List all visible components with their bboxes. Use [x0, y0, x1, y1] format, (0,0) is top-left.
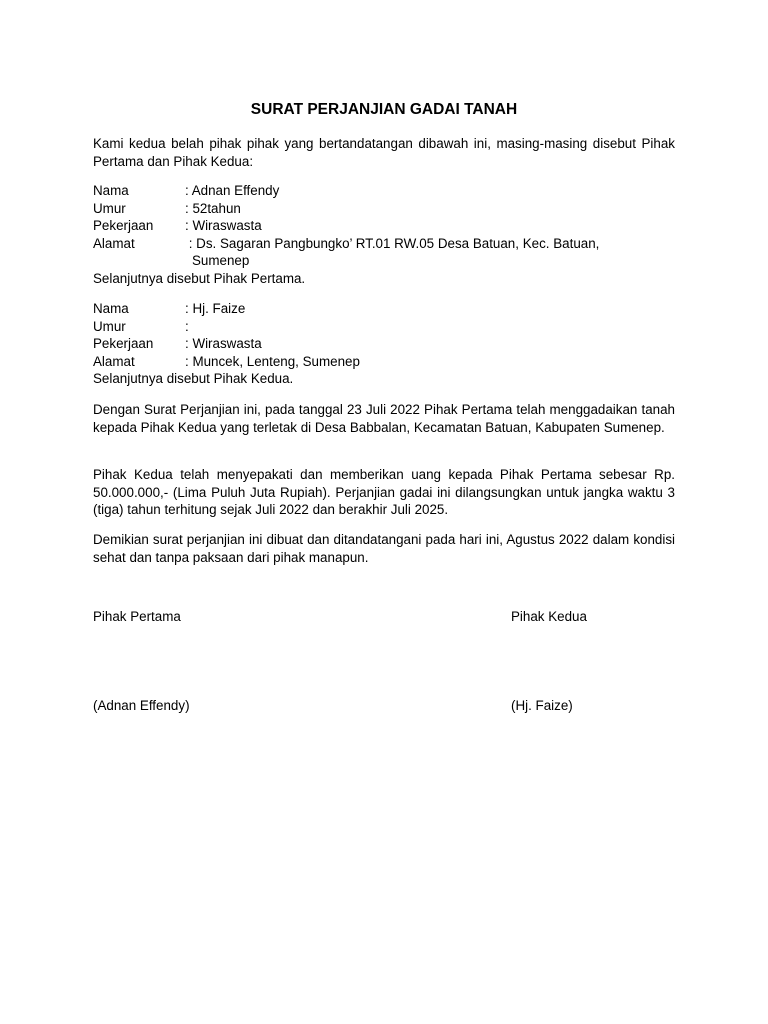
closing-paragraph: Demikian surat perjanjian ini dibuat dan ditandatangani pada hari ini, Agustus 2022 dalam kondisi sehat dan tanpa paksaan dari pihak manapun.	[93, 532, 675, 565]
field-value: :	[185, 319, 189, 334]
field-label: Nama	[93, 183, 129, 198]
field-value: : 52tahun	[185, 201, 241, 216]
field-value: : Wiraswasta	[185, 218, 262, 233]
field-value: : Wiraswasta	[185, 336, 262, 351]
field-value: : Ds. Sagaran Pangbungko’ RT.01 RW.05 Desa Batuan, Kec. Batuan,	[185, 236, 600, 251]
signature-name-first-party: (Adnan Effendy)	[93, 698, 190, 713]
field-label: Nama	[93, 301, 129, 316]
party1-closing: Selanjutnya disebut Pihak Pertama.	[93, 271, 306, 286]
document-title: SURAT PERJANJIAN GADAI TANAH	[250, 101, 518, 118]
field-label: Alamat	[93, 354, 135, 369]
field-value: : Hj. Faize	[185, 301, 246, 316]
party2-closing: Selanjutnya disebut Pihak Kedua.	[93, 371, 294, 386]
signature-role-second-party: Pihak Kedua	[511, 609, 587, 624]
intro-paragraph: Kami kedua belah pihak pihak yang bertandatangan dibawah ini, masing-masing disebut Pihak Pertama dan Pihak Kedua:	[93, 136, 675, 169]
field-label: Pekerjaan	[93, 336, 154, 351]
field-label: Umur	[93, 201, 126, 216]
field-value: : Adnan Effendy	[185, 183, 280, 198]
agreement-paragraph: Dengan Surat Perjanjian ini, pada tanggal 23 Juli 2022 Pihak Pertama telah menggadaikan tanah kepada Pihak Kedua yang terletak di Desa Babbalan, Kecamatan Batuan, Kabupaten Sumenep.	[93, 402, 675, 435]
signature-name-second-party: (Hj. Faize)	[511, 698, 573, 713]
field-value: : Muncek, Lenteng, Sumenep	[185, 354, 360, 369]
field-label: Alamat	[93, 236, 135, 251]
field-label: Umur	[93, 319, 126, 334]
payment-paragraph: Pihak Kedua telah menyepakati dan memberikan uang kepada Pihak Pertama sebesar Rp. 50.000.000,- (Lima Puluh Juta Rupiah). Perjanjian gadai ini dilangsungkan untuk jangka waktu 3 (tiga) tahun terhitung sejak Juli 2022 dan berakhir Juli 2025.	[93, 467, 675, 517]
signature-role-first-party: Pihak Pertama	[93, 609, 181, 624]
field-label: Pekerjaan	[93, 218, 154, 233]
field-value: Sumenep	[192, 253, 250, 268]
